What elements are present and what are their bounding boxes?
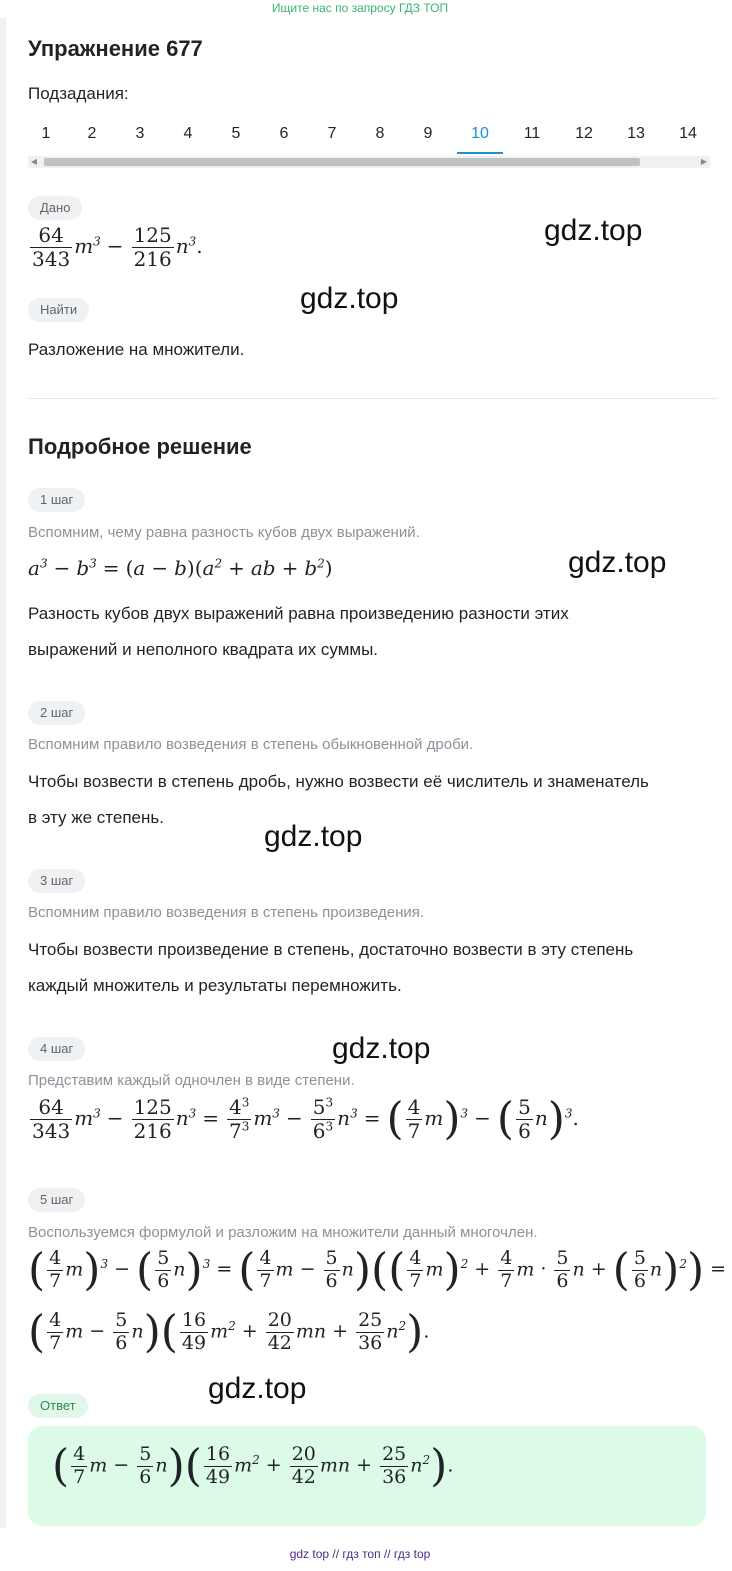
step-2-text-line2: в эту же степень. bbox=[28, 808, 164, 827]
subtasks-label: Подзадания: bbox=[28, 84, 129, 103]
given-chip: Дано bbox=[28, 196, 82, 220]
step-3-text-line2: каждый множитель и результаты перемножить. bbox=[28, 976, 402, 995]
tab-7[interactable]: 7 bbox=[327, 125, 337, 142]
scroll-thumb[interactable] bbox=[44, 158, 640, 166]
step-2-hint: Вспомним правило возведения в степень обыкновенной дроби. bbox=[28, 736, 474, 753]
divider bbox=[28, 398, 718, 399]
tab-14[interactable]: 14 bbox=[679, 125, 697, 142]
tab-13[interactable]: 13 bbox=[627, 125, 645, 142]
step-1-text-line2: выражений и неполного квадрата их суммы. bbox=[28, 640, 379, 659]
answer-expression: ( $\frac{4}{7}$ m − $\frac{5}{6}$ n)( $\frac{16}{49}$ $m^2$ + $\frac{20}{42}$ mn + $\frac{25}{36}$ $n^2$). bbox=[52, 1440, 454, 1492]
tab-8[interactable]: 8 bbox=[375, 125, 385, 142]
step-4-hint: Представим каждый одночлен в виде степени. bbox=[28, 1072, 355, 1089]
tab-10[interactable]: 10 bbox=[457, 120, 503, 154]
left-accent-bar bbox=[0, 18, 6, 1528]
tab-4[interactable]: 4 bbox=[183, 125, 193, 142]
find-chip: Найти bbox=[28, 298, 89, 322]
step-5-expression-line2: ( $\frac{4}{7}$ m − $\frac{5}{6}$ n)( $\frac{16}{49}$ $m^2$ + $\frac{20}{42}$ mn + $\frac{25}{36}$ $n^2$). bbox=[28, 1306, 430, 1358]
watermark: gdz.top bbox=[332, 1032, 431, 1065]
step-1-formula: $a^3 - b^3 = (a - b)(a^2$ + ab + $b^2$) bbox=[28, 556, 333, 580]
find-text: Разложение на множители. bbox=[28, 340, 245, 359]
step-1-chip: 1 шаг bbox=[28, 488, 85, 512]
tab-6[interactable]: 6 bbox=[279, 125, 289, 142]
step-5-hint: Воспользуемся формулой и разложим на множители данный многочлен. bbox=[28, 1224, 538, 1241]
tab-9[interactable]: 9 bbox=[423, 125, 433, 142]
step-4-expression: $\frac{64}{343}$ $m^3$ − $\frac{125}{216}$ $n^3$ = $\frac{4^3}{7^3}$ $m^3$ − $\frac{5^3}{6^3}$ $n^3$ = ( $\frac{4}{7}$ m)$^3$ − ( $\frac{5}{6}$ n)$^3$. bbox=[32, 1093, 579, 1145]
footer-links[interactable]: gdz top // гдз топ // гдз top bbox=[289, 1547, 431, 1561]
watermark: gdz.top bbox=[264, 820, 363, 853]
top-banner[interactable]: Ищите нас по запросу ГДЗ ТОП bbox=[271, 1, 449, 15]
answer-chip: Ответ bbox=[28, 1394, 88, 1418]
step-5-expression-line1: ( $\frac{4}{7}$ m)$^3$ − ( $\frac{5}{6}$ n)$^3$ = ( $\frac{4}{7}$ m − $\frac{5}{6}$ n)(( $\frac{4}{7}$ m)$^2$ + $\frac{4}{7}$ m · $\frac{5}{6}$ n + ( $\frac{5}{6}$ n)$^2$) = bbox=[28, 1244, 727, 1296]
tabs-scrollbar[interactable] bbox=[28, 156, 710, 168]
tab-1[interactable]: 1 bbox=[41, 125, 51, 142]
scroll-right-arrow-icon[interactable]: ▶ bbox=[700, 157, 708, 166]
tab-11[interactable]: 11 bbox=[523, 125, 541, 142]
step-1-hint: Вспомним, чему равна разность кубов двух выражений. bbox=[28, 524, 420, 541]
page-title: Упражнение 677 bbox=[28, 36, 203, 61]
step-2-chip: 2 шаг bbox=[28, 701, 85, 725]
step-3-hint: Вспомним правило возведения в степень произведения. bbox=[28, 904, 425, 921]
given-expression: $\frac{64}{343}$ $m^3$ − $\frac{125}{216}$ $n^3$. bbox=[32, 223, 203, 271]
tab-5[interactable]: 5 bbox=[231, 125, 241, 142]
step-1-text-line1: Разность кубов двух выражений равна произведению разности этих bbox=[28, 604, 569, 623]
scroll-left-arrow-icon[interactable]: ◀ bbox=[30, 157, 38, 166]
watermark: gdz.top bbox=[300, 282, 399, 315]
step-3-chip: 3 шаг bbox=[28, 869, 85, 893]
exercise-card bbox=[8, 20, 727, 1530]
step-2-text-line1: Чтобы возвести в степень дробь, нужно возвести её числитель и знаменатель bbox=[28, 772, 649, 791]
step-3-text-line1: Чтобы возвести произведение в степень, достаточно возвести в эту степень bbox=[28, 940, 634, 959]
watermark: gdz.top bbox=[544, 214, 643, 247]
step-5-chip: 5 шаг bbox=[28, 1188, 85, 1212]
watermark: gdz.top bbox=[208, 1372, 307, 1405]
tab-2[interactable]: 2 bbox=[87, 125, 97, 142]
subtasks-tabs bbox=[28, 120, 718, 156]
watermark: gdz.top bbox=[568, 546, 667, 579]
tab-3[interactable]: 3 bbox=[135, 125, 145, 142]
solution-title: Подробное решение bbox=[28, 434, 252, 459]
tab-12[interactable]: 12 bbox=[575, 125, 593, 142]
step-4-chip: 4 шаг bbox=[28, 1037, 85, 1061]
